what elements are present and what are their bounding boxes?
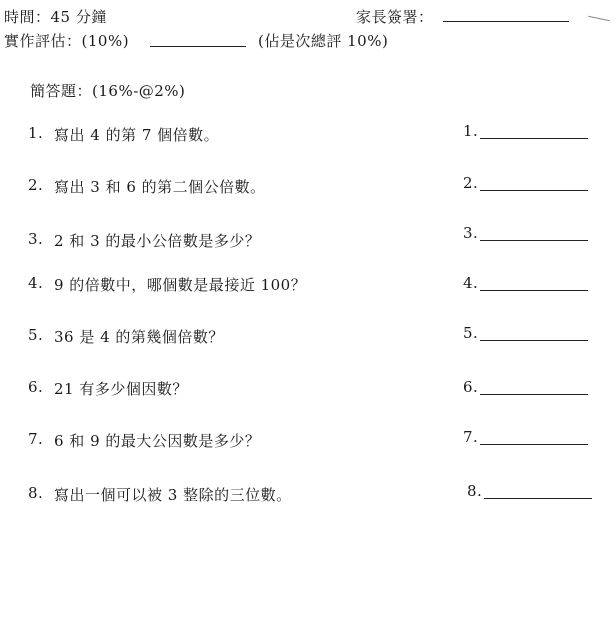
question-number: 7. — [28, 430, 44, 448]
parent-signature-line[interactable] — [443, 21, 569, 22]
question-text: 6 和 9 的最大公因數是多少？ — [54, 432, 261, 450]
question-text: 寫出 4 的第 7 個倍數。 — [54, 126, 220, 144]
assessment-score-line[interactable] — [150, 46, 246, 47]
answer-line[interactable] — [480, 190, 588, 191]
answer-line[interactable] — [480, 240, 588, 241]
answer-label: 6. — [463, 378, 479, 396]
question-text: 2 和 3 的最小公倍數是多少？ — [54, 232, 261, 250]
question-text: 9 的倍數中，哪個數是最接近 100？ — [54, 276, 307, 294]
stray-mark — [588, 16, 610, 22]
question-number: 6. — [28, 378, 44, 396]
answer-label: 3. — [463, 224, 479, 242]
answer-line[interactable] — [484, 498, 592, 499]
answer-label: 2. — [463, 174, 479, 192]
answer-label: 4. — [463, 274, 479, 292]
question-number: 3. — [28, 230, 44, 248]
question-number: 2. — [28, 176, 44, 194]
answer-label: 7. — [463, 428, 479, 446]
answer-line[interactable] — [480, 340, 588, 341]
answer-line[interactable] — [480, 394, 588, 395]
question-text: 36 是 4 的第幾個倍數？ — [54, 328, 224, 346]
answer-line[interactable] — [480, 290, 588, 291]
question-number: 8. — [28, 484, 44, 502]
question-text: 21 有多少個因數？ — [54, 380, 188, 398]
question-text: 寫出一個可以被 3 整除的三位數。 — [54, 486, 292, 504]
answer-line[interactable] — [480, 444, 588, 445]
answer-line[interactable] — [480, 138, 588, 139]
assessment-label: 實作評估：(10%) — [4, 32, 130, 50]
answer-label: 5. — [463, 324, 479, 342]
question-number: 1. — [28, 124, 44, 142]
question-number: 5. — [28, 326, 44, 344]
question-number: 4. — [28, 274, 44, 292]
answer-label: 1. — [463, 122, 479, 140]
section-title: 簡答題：(16%-@2%) — [30, 82, 186, 100]
answer-label: 8. — [467, 482, 483, 500]
parent-signature-label: 家長簽署： — [356, 8, 434, 26]
question-text: 寫出 3 和 6 的第二個公倍數。 — [54, 178, 266, 196]
weight-note: (佔是次總評 10%) — [258, 32, 389, 50]
time-label: 時間：45 分鐘 — [4, 8, 107, 26]
